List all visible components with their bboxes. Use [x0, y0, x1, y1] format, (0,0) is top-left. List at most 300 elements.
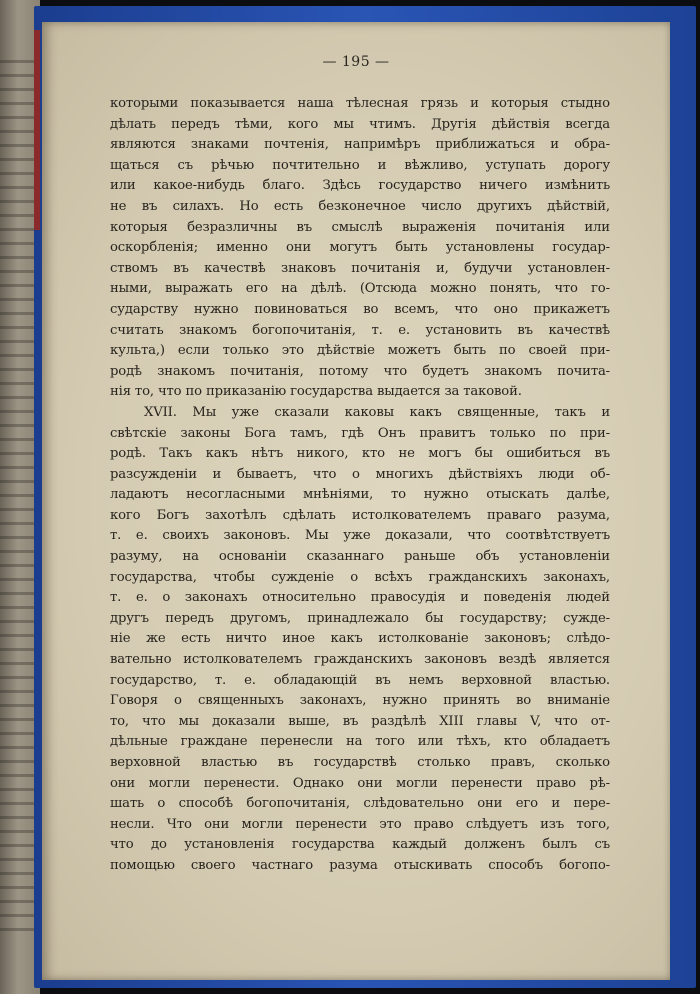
text-word: люди	[538, 466, 575, 482]
text-word: повиноваться	[254, 301, 348, 317]
text-word: и	[212, 466, 222, 482]
text-line	[110, 568, 610, 589]
text-word: есть	[181, 631, 211, 647]
text-word: Мы	[192, 404, 217, 420]
text-word: иное	[282, 631, 315, 647]
text-word: это	[281, 343, 304, 359]
text-word: ничего	[479, 178, 528, 194]
text-word: показывается	[190, 96, 286, 111]
text-word: никого,	[296, 446, 349, 462]
text-word: способѣ	[178, 796, 233, 812]
text-word: государства	[291, 837, 375, 853]
text-word: уже	[343, 528, 371, 544]
text-word: вездѣ	[498, 652, 537, 668]
text-word: законовъ	[424, 652, 487, 668]
text-word: о	[350, 569, 359, 585]
text-word: истолкователемъ	[183, 652, 303, 668]
text-word: мы	[178, 713, 200, 729]
text-word: могутъ	[329, 240, 377, 256]
text-word: тѣми,	[234, 116, 273, 132]
text-word: считать	[110, 322, 164, 338]
text-word: граждане	[180, 734, 248, 750]
text-line	[110, 691, 610, 712]
text-word: что	[454, 301, 478, 317]
text-word: всемъ,	[394, 301, 439, 317]
text-word: культа,)	[110, 343, 165, 359]
text-word: дѣйствіяхъ	[448, 466, 523, 482]
text-word: же	[145, 631, 166, 647]
text-word: Однако	[292, 775, 344, 791]
text-line	[110, 671, 610, 692]
text-word: почита-	[557, 363, 610, 379]
text-word: то,	[110, 713, 129, 729]
text-word: бы	[474, 446, 493, 462]
text-word: государ-	[552, 240, 610, 256]
text-word: доказали	[212, 713, 276, 729]
text-word: раздѣлѣ	[371, 713, 427, 729]
text-word: право	[536, 775, 576, 791]
text-word: частнаго	[251, 857, 314, 873]
text-word: отыскать	[486, 487, 549, 503]
text-word: каждый	[392, 837, 447, 853]
text-word: есть	[273, 198, 303, 214]
text-word: слѣдо-	[566, 631, 610, 647]
text-word: благо.	[262, 178, 305, 194]
text-word: обладаетъ	[539, 734, 610, 750]
text-word: своей	[528, 343, 568, 359]
text-word: слѣдовательно	[363, 796, 464, 812]
text-word: дѣйствія	[491, 116, 551, 132]
text-word: законахъ,	[299, 693, 367, 709]
text-word: качествѣ	[548, 322, 610, 338]
text-word: родѣ	[110, 363, 142, 379]
text-word: что	[142, 713, 166, 729]
text-word: которыя	[490, 96, 549, 111]
text-line	[110, 650, 610, 671]
text-word: и	[470, 96, 479, 111]
text-line	[110, 238, 610, 259]
text-word: установлен-	[527, 260, 610, 276]
text-word: Здѣсь	[322, 178, 361, 194]
text-word: Говоря	[110, 693, 158, 709]
text-word: и	[601, 404, 610, 420]
text-word: не	[110, 198, 127, 214]
text-word: перенесли	[260, 734, 333, 750]
text-line	[110, 300, 610, 321]
text-word: своего	[190, 857, 236, 873]
text-word: число	[421, 198, 462, 214]
text-word: измѣнить	[544, 178, 610, 194]
text-word: о	[162, 590, 171, 606]
text-word: при-	[580, 343, 610, 359]
text-line	[110, 794, 610, 815]
text-word: законахъ	[184, 590, 248, 606]
text-word: обра-	[574, 137, 610, 153]
text-word: оно	[493, 301, 518, 317]
text-word: безразличны	[187, 219, 278, 235]
text-line	[110, 774, 610, 795]
text-word: какое-нибудь	[153, 178, 245, 194]
text-word: и,	[436, 260, 449, 276]
text-word: верховной	[461, 672, 532, 688]
text-word: смыслѣ	[331, 219, 383, 235]
text-word: въ	[296, 219, 313, 235]
text-word: богопочитанія,	[252, 322, 356, 338]
text-word: при-	[580, 425, 610, 441]
text-word: о	[157, 796, 166, 812]
text-word: относительно	[262, 590, 356, 606]
text-word: они	[110, 775, 136, 791]
text-word: можно	[430, 281, 477, 297]
text-word: разума,	[557, 507, 610, 523]
text-word: сдѣлать	[282, 507, 336, 523]
text-word: разуму,	[110, 549, 163, 565]
text-word: Но	[239, 198, 259, 214]
text-word: которыми	[110, 96, 179, 111]
text-line	[110, 485, 610, 506]
text-word: священныхъ	[197, 693, 284, 709]
text-word: основаніи	[218, 549, 287, 565]
text-word: долженъ	[464, 837, 525, 853]
text-word: стыдно	[560, 96, 610, 111]
text-word: гдѣ	[341, 425, 364, 441]
text-word: какъ	[409, 404, 442, 420]
text-word: помощью	[110, 857, 175, 873]
text-word: могли	[148, 775, 191, 791]
text-word: что	[554, 713, 578, 729]
text-word: дѣлать	[110, 116, 156, 132]
text-word: Онъ	[377, 425, 406, 441]
text-word: захотѣлъ	[205, 507, 267, 523]
text-word: того,	[576, 816, 610, 832]
book-page	[42, 22, 670, 980]
red-spine-edge	[34, 30, 40, 230]
text-word: на	[281, 281, 298, 297]
text-word: сударству	[110, 301, 179, 317]
text-word: государствѣ	[313, 755, 397, 770]
text-word: до	[151, 837, 167, 853]
text-word: по	[549, 425, 567, 441]
text-word: соотвѣтствуетъ	[505, 528, 610, 544]
text-word: о	[351, 466, 360, 482]
text-word: XVII.	[144, 404, 177, 420]
text-word: въ	[375, 672, 391, 688]
text-word: богопочитанія,	[246, 796, 350, 812]
text-word: кого	[110, 507, 141, 523]
text-word: вѣжливо,	[404, 157, 468, 173]
text-word: тамъ,	[290, 425, 328, 441]
text-word: они	[477, 796, 503, 812]
text-word: далѣе,	[566, 487, 610, 503]
text-word: дѣльные	[110, 734, 168, 750]
text-word: право	[413, 816, 454, 832]
text-word: мы	[333, 116, 354, 132]
text-word: силахъ.	[172, 198, 224, 214]
text-word: могли	[395, 775, 438, 791]
text-line	[110, 547, 610, 568]
text-word: именно	[216, 240, 268, 256]
text-word: только	[222, 343, 269, 359]
text-word: сказаннаго	[306, 549, 384, 565]
text-line	[110, 115, 610, 136]
text-line	[110, 197, 610, 218]
text-word: быть	[395, 240, 428, 256]
text-line	[110, 856, 610, 877]
text-word: знакомъ	[157, 363, 215, 379]
text-word: шать	[110, 796, 144, 812]
text-word: щаться	[110, 157, 160, 173]
text-line	[110, 279, 610, 300]
text-line: нія то, что по приказанію государства выдается за таковой.	[110, 384, 522, 400]
text-word: дѣйствіе	[316, 343, 375, 359]
text-word: несогласными	[186, 487, 286, 503]
text-line	[110, 732, 610, 753]
text-word: го-	[591, 281, 610, 297]
text-word: пере-	[573, 796, 610, 812]
text-word: т.	[371, 322, 383, 338]
text-word: ничто	[225, 631, 267, 647]
text-word: разсужденіи	[110, 466, 197, 482]
text-word: не	[398, 446, 415, 462]
text-word: по	[499, 343, 516, 359]
text-line	[110, 526, 610, 547]
text-word: богопо-	[559, 857, 610, 873]
text-word: т.	[110, 528, 122, 544]
text-line	[110, 753, 610, 774]
text-word: нужно	[423, 487, 469, 503]
text-word: рѣ-	[589, 775, 610, 791]
text-word: принять	[443, 693, 500, 709]
text-word: качествѣ	[204, 260, 266, 276]
text-line	[110, 321, 610, 342]
text-word: наша	[297, 96, 334, 111]
text-word: об-	[590, 466, 610, 482]
text-word: властью	[201, 755, 258, 770]
text-word: бываетъ,	[236, 466, 298, 482]
text-word: кого	[287, 116, 319, 132]
text-word: другомъ,	[230, 610, 291, 626]
text-word: или	[417, 734, 444, 750]
text-word: отыскивать	[393, 857, 473, 873]
text-word: своихъ	[162, 528, 209, 544]
text-word: главы	[476, 713, 517, 729]
text-word: приближаться	[435, 137, 536, 153]
text-word: объ	[475, 549, 500, 565]
text-word: нужно	[193, 301, 239, 317]
text-word: т.	[214, 672, 227, 688]
text-word: правъ,	[490, 755, 536, 770]
text-word: почитанія,	[230, 363, 304, 379]
text-word: гражданскихъ	[313, 652, 413, 668]
text-word: принадлежало	[307, 610, 409, 626]
text-word: знакомъ	[179, 322, 237, 338]
text-word: законовъ;	[484, 631, 551, 647]
text-word: кто	[503, 734, 527, 750]
text-word: перенести	[451, 775, 523, 791]
text-word: того	[375, 734, 405, 750]
text-word: установлены	[445, 240, 535, 256]
text-word: и	[551, 796, 561, 812]
text-word: Бога	[244, 425, 277, 441]
text-word: въ	[173, 260, 189, 276]
text-word: всѣхъ	[374, 569, 413, 585]
text-word: былъ	[542, 837, 577, 853]
text-word: законы	[180, 425, 231, 441]
text-word: другихъ	[476, 198, 532, 214]
text-word: и	[550, 137, 559, 153]
text-word: знаками	[190, 137, 249, 153]
text-word: на	[182, 549, 199, 565]
text-word: ладаютъ	[110, 487, 169, 503]
text-word: мнѣніями,	[302, 487, 374, 503]
text-word: можетъ	[387, 343, 441, 359]
text-word: т.	[110, 590, 122, 606]
text-word: они	[286, 240, 312, 256]
text-word: съ	[177, 157, 193, 173]
text-word: почтенія,	[264, 137, 329, 153]
page-number: — 195 —	[322, 54, 390, 70]
text-word: государства,	[110, 569, 197, 585]
text-word: если	[177, 343, 210, 359]
text-word: почтительно	[272, 157, 360, 173]
text-word: родѣ.	[110, 446, 146, 462]
text-word: сказали	[274, 404, 330, 420]
text-word: тѣлесная	[345, 96, 409, 111]
text-word: Другія	[431, 116, 477, 132]
text-word: уже	[231, 404, 259, 420]
text-word: вниманіе	[547, 693, 610, 709]
text-word: что	[554, 281, 578, 297]
text-line	[110, 424, 610, 445]
text-word: передъ	[165, 610, 214, 626]
text-word: властью.	[549, 672, 610, 688]
text-line	[110, 815, 610, 836]
text-word: дѣлѣ.	[310, 281, 347, 297]
text-word: многихъ	[375, 466, 433, 482]
text-word: установить	[425, 322, 502, 338]
text-word: является	[547, 652, 610, 668]
text-word: людей	[566, 590, 610, 606]
text-word: несли.	[110, 816, 155, 832]
text-word: на	[345, 734, 363, 750]
text-word: тѣхъ,	[456, 734, 491, 750]
text-word: праваго	[487, 507, 542, 523]
page-body-text	[110, 94, 610, 877]
text-word: будетъ	[422, 363, 469, 379]
text-word: будучи	[464, 260, 513, 276]
text-word: знаковъ	[281, 260, 336, 276]
text-word: (Отсюда	[359, 281, 417, 297]
text-word: обладающій	[273, 672, 358, 688]
text-word: сужденіе	[271, 569, 334, 585]
text-line	[110, 609, 610, 630]
text-word: ствомъ	[110, 260, 158, 276]
text-word: понять,	[489, 281, 542, 297]
text-word: потому	[319, 363, 369, 379]
text-word: могъ	[428, 446, 462, 462]
text-word: вательно	[110, 652, 172, 668]
text-word: верховной	[110, 755, 181, 770]
text-word: рѣчью	[211, 157, 255, 173]
text-word: поведенія	[483, 590, 552, 606]
text-word: во	[363, 301, 379, 317]
text-word: правитъ	[419, 425, 476, 441]
text-word: въ	[517, 322, 533, 338]
text-word: такъ	[554, 404, 586, 420]
text-word: его	[245, 281, 268, 297]
text-word: выраженія	[401, 219, 477, 235]
text-word: что	[312, 466, 337, 482]
text-word: перенести.	[203, 775, 280, 791]
text-line	[110, 135, 610, 156]
text-word: могли	[241, 816, 284, 832]
text-word: передъ	[171, 116, 220, 132]
text-word: почитанія	[351, 260, 421, 276]
text-word: е.	[135, 528, 148, 544]
text-word: разума	[329, 857, 378, 873]
text-line	[110, 506, 610, 527]
text-word: о	[174, 693, 182, 709]
text-word: законахъ,	[543, 569, 610, 585]
text-word: Такъ	[159, 446, 193, 462]
text-line	[110, 629, 610, 650]
text-word: знакомъ	[484, 363, 542, 379]
text-word: Мы	[304, 528, 329, 544]
text-word: уступать	[485, 157, 546, 173]
text-word: прикажетъ	[533, 301, 610, 317]
text-word: государство	[378, 178, 462, 194]
text-word: государство,	[110, 672, 197, 688]
text-word: перенести	[295, 816, 367, 832]
text-word: доказали,	[385, 528, 453, 544]
text-word: только	[489, 425, 536, 441]
text-word: дѣйствій,	[547, 198, 610, 214]
text-word: свѣтскіе	[110, 425, 167, 441]
text-word: Что	[166, 816, 192, 832]
text-word: напримѣръ	[343, 137, 421, 153]
text-word: установленія	[184, 837, 275, 853]
text-word: выражать	[165, 281, 233, 297]
text-word: государству;	[459, 610, 547, 626]
text-word: ошибиться	[506, 446, 581, 462]
text-word: слѣдуетъ	[465, 816, 528, 832]
text-word: чтимъ.	[369, 116, 416, 132]
text-word: правосудія	[370, 590, 446, 606]
text-word: ніе	[110, 631, 131, 647]
text-word: сколько	[555, 755, 610, 770]
text-word: кто	[361, 446, 385, 462]
text-word: Богъ	[156, 507, 189, 523]
text-word: во	[515, 693, 532, 709]
text-word: немъ	[408, 672, 444, 688]
text-line	[110, 341, 610, 362]
text-word: е.	[398, 322, 410, 338]
text-word: и	[377, 157, 387, 173]
text-word: оскорбленія;	[110, 240, 199, 256]
text-word: каковы	[344, 404, 394, 420]
text-word: являются	[110, 137, 176, 153]
text-word: это	[379, 816, 402, 832]
text-word: какъ	[205, 446, 238, 462]
text-word: изъ	[540, 816, 565, 832]
text-word: его	[515, 796, 538, 812]
text-word: другъ	[110, 610, 149, 626]
text-word: установленіи	[519, 549, 610, 565]
text-word: нужно	[382, 693, 428, 709]
text-line	[110, 588, 610, 609]
text-word: раньше	[403, 549, 456, 565]
text-word: или	[110, 178, 136, 194]
